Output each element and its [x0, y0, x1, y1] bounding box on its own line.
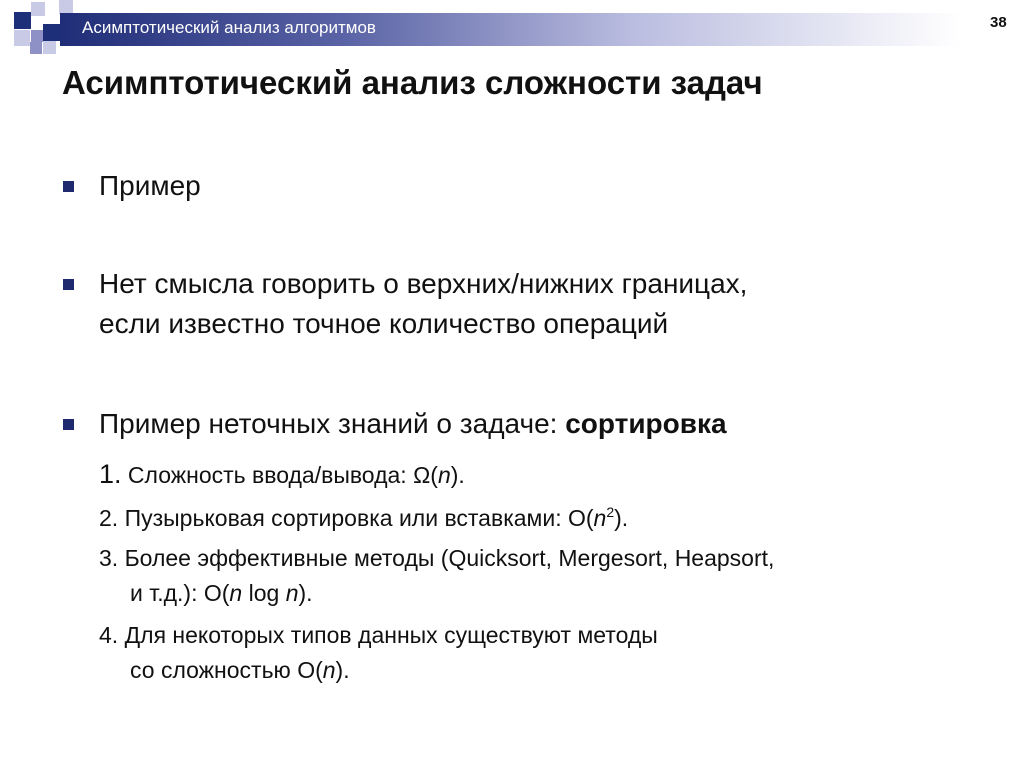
omega-symbol: Ω [413, 462, 431, 488]
list-item [99, 500, 628, 536]
list-item-text: Для некоторых типов данных существуют методы [118, 622, 658, 648]
paren-close: ). [298, 580, 313, 606]
list-item-continuation [130, 575, 313, 611]
bullet-text-prefix: Пример неточных знаний о задаче: [99, 408, 566, 439]
list-item [99, 540, 774, 576]
variable-n: n [322, 657, 336, 683]
bullet-marker [63, 181, 74, 192]
header-title: Асимптотический анализ алгоритмов [82, 18, 376, 37]
corner-square [43, 41, 56, 54]
paren-close: ). [614, 505, 629, 531]
slide-number: 38 [990, 14, 1007, 31]
variable-n: n [593, 505, 607, 531]
list-item-number: 4. [99, 622, 119, 648]
exponent: 2 [606, 504, 615, 520]
corner-square [14, 12, 31, 29]
paren-open: ( [430, 462, 438, 488]
list-item [99, 456, 465, 493]
list-item-text: Сложность ввода/вывода: [121, 462, 414, 488]
corner-square [31, 30, 43, 42]
list-item-number: 3. [99, 545, 119, 571]
list-item [99, 617, 658, 653]
variable-n: n [229, 580, 243, 606]
corner-square [43, 24, 60, 41]
variable-n: n [285, 580, 299, 606]
paren-close: ). [335, 657, 350, 683]
bullet-text: Пример [99, 170, 201, 201]
list-item-continuation [130, 652, 350, 688]
corner-square [30, 42, 42, 54]
corner-square [59, 0, 73, 14]
bullet-text-line: Нет смысла говорить о верхних/нижних границах, [99, 268, 748, 299]
list-item-text: Пузырьковая сортировка или вставками: O( [118, 505, 594, 531]
paren-close: ). [450, 462, 465, 488]
list-item-text: log [242, 580, 286, 606]
corner-square [31, 2, 45, 16]
list-item-number: 1. [99, 459, 122, 489]
variable-n: n [437, 462, 451, 488]
bullet-text-line: если известно точное количество операций [99, 308, 669, 339]
bullet-text [99, 404, 727, 444]
list-item-number: 2. [99, 505, 119, 531]
bullet-text-bold: сортировка [565, 408, 727, 439]
corner-square [14, 30, 30, 46]
bullet-marker [63, 419, 74, 430]
bullet-marker [63, 279, 74, 290]
slide-title: Асимптотический анализ сложности задач [62, 64, 763, 101]
list-item-text: со сложностью O( [130, 657, 323, 683]
list-item-text: и т.д.): O( [130, 580, 230, 606]
list-item-text: Более эффективные методы (Quicksort, Mergesort, Heapsort, [118, 545, 775, 571]
